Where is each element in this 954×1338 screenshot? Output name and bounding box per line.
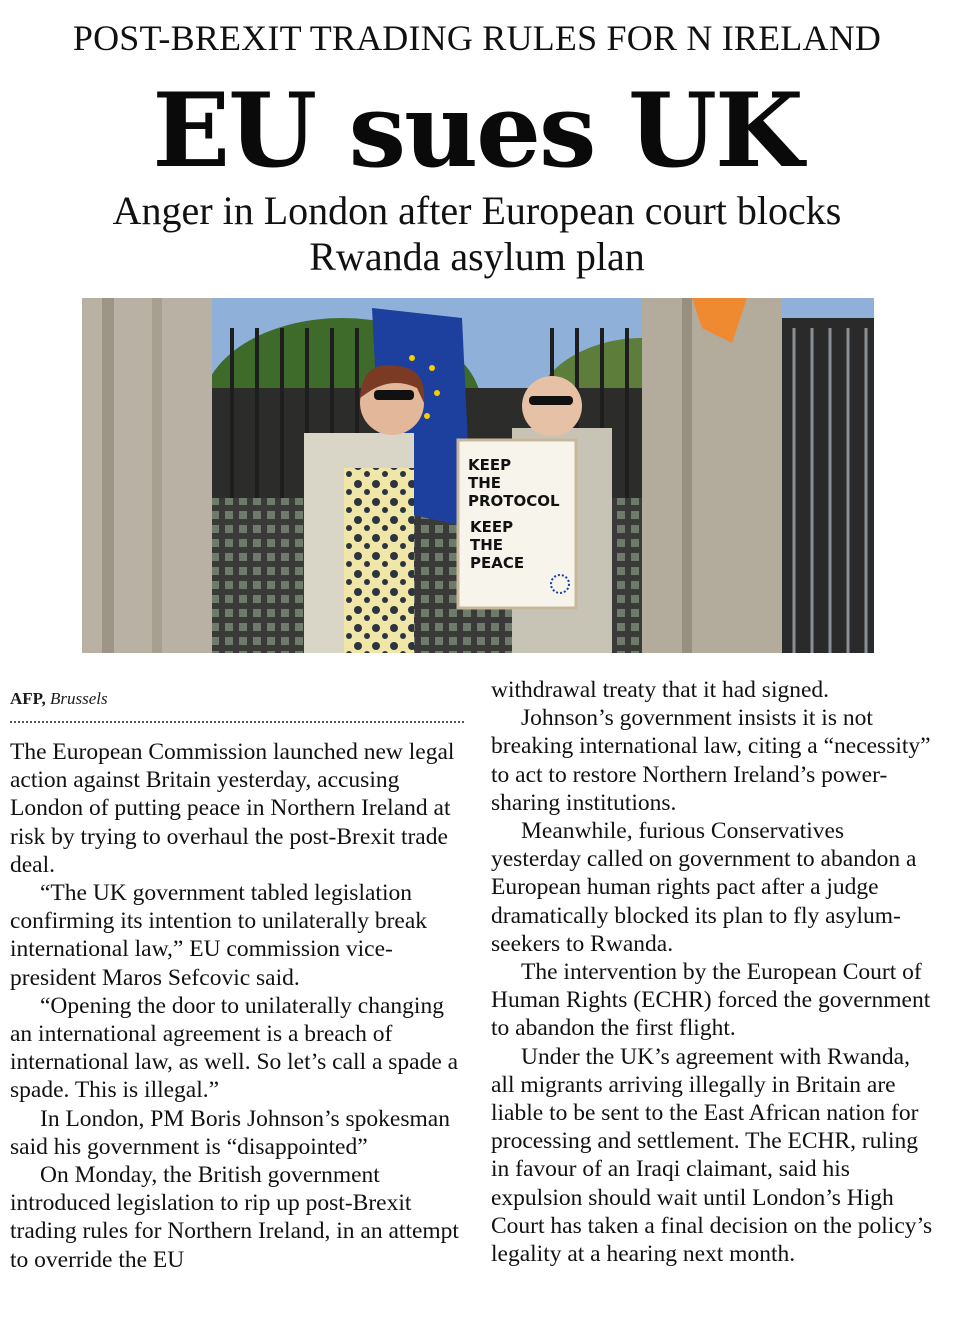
paragraph: Johnson’s government insists it is not breaking international law, citing a “necessity” to act to restore Northern Ireland’s power-sharing institutions. bbox=[491, 705, 931, 816]
article-column-2 bbox=[491, 676, 937, 1268]
paragraph: The European Commission launched new legal action against Britain yesterday, accusing London of putting peace in Northern Ireland at risk by trying to overhaul the post-Brexit trade deal. bbox=[10, 739, 455, 878]
paragraph: Meanwhile, furious Conservatives yesterday called on government to abandon a European human rights pact after a judge dramatically blocked its plan to fly asylum-seekers to Rwanda. bbox=[491, 818, 917, 957]
news-photo bbox=[82, 298, 874, 653]
byline-place: Brussels bbox=[50, 689, 108, 708]
paragraph: In London, PM Boris Johnson’s spokesman said his government is “disappointed” bbox=[10, 1105, 450, 1160]
byline-agency: AFP, bbox=[10, 689, 46, 708]
kicker: POST-BREXIT TRADING RULES FOR N IRELAND bbox=[72, 18, 882, 58]
sign-line-5: THE bbox=[470, 536, 504, 554]
sign-line-4: KEEP bbox=[470, 518, 514, 536]
sign-line-6: PEACE bbox=[470, 554, 525, 572]
paragraph: withdrawal treaty that it had signed. bbox=[491, 677, 830, 703]
paragraph: Under the UK’s agreement with Rwanda, all migrants arriving illegally in Britain are liable to be sent to the East African nation for processing and settlement. The ECHR, ruling in favour of an Iraqi claimant, said his expulsion should wait until London’s High Court has taken a final decision on the policy’s legality at a hearing next month. bbox=[491, 1043, 933, 1268]
deck-line-1: Anger in London after European court blocks bbox=[112, 188, 842, 233]
paragraph: On Monday, the British government introduced legislation to rip up post-Brexit trading rules for Northern Ireland, in an attempt to override the EU bbox=[10, 1162, 459, 1273]
paragraph: “The UK government tabled legislation confirming its intention to unilaterally break international law,” EU commission vice-president Maros Sefcovic said. bbox=[10, 880, 428, 991]
dotted-rule bbox=[10, 721, 464, 723]
deck-line-2: Rwanda asylum plan bbox=[309, 234, 645, 279]
deck bbox=[0, 188, 954, 280]
sign-line-1: KEEP bbox=[468, 456, 512, 474]
paragraph: The intervention by the European Court of Human Rights (ECHR) forced the government to abandon the first flight. bbox=[491, 959, 931, 1042]
sign-line-2: THE bbox=[468, 474, 502, 492]
paragraph: “Opening the door to unilaterally changing an international agreement is a breach of international law, as well. So let’s call a spade a spade. This is illegal.” bbox=[10, 992, 459, 1104]
byline bbox=[10, 688, 464, 710]
headline: EU sues UK bbox=[152, 71, 802, 191]
article-column-1 bbox=[10, 738, 466, 1274]
sign-line-3: PROTOCOL bbox=[468, 492, 560, 510]
